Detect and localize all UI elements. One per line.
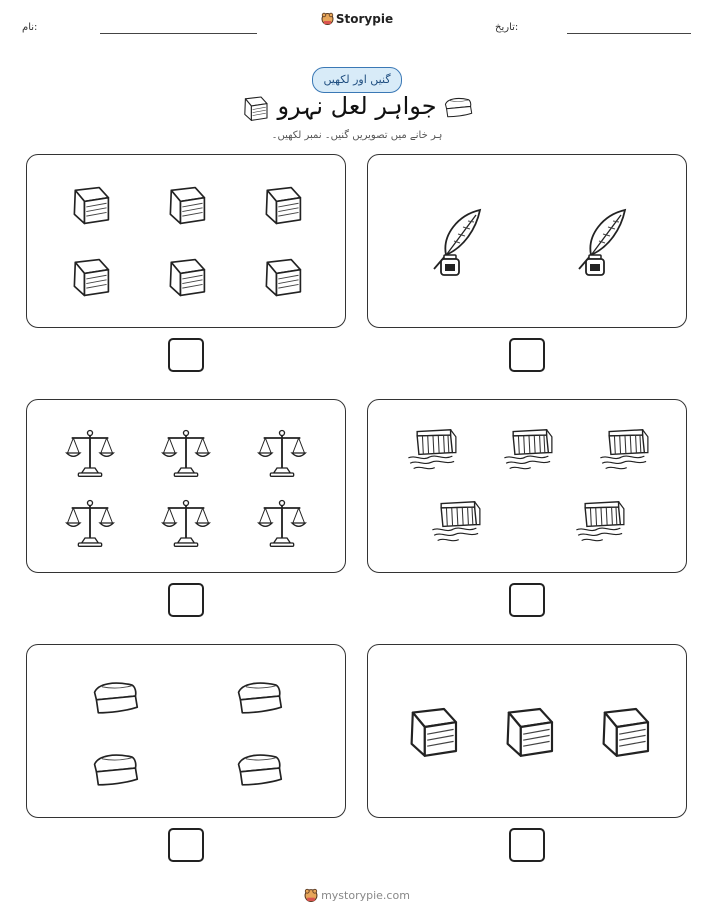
count-panel bbox=[367, 399, 687, 573]
scales-icon bbox=[257, 498, 307, 548]
book-icon bbox=[67, 184, 113, 228]
book-icon bbox=[259, 184, 305, 228]
footer-url[interactable]: mystorypie.com bbox=[321, 889, 410, 902]
answer-box[interactable] bbox=[168, 828, 204, 862]
date-field[interactable] bbox=[567, 33, 691, 34]
book-icon bbox=[402, 705, 462, 761]
book-icon bbox=[67, 256, 113, 300]
answer-box[interactable] bbox=[509, 338, 545, 372]
cap-icon bbox=[89, 677, 141, 717]
scales-icon bbox=[161, 498, 211, 548]
instruction-text: ہر خانے میں تصویریں گنیں۔ نمبر لکھیں۔ bbox=[271, 130, 443, 141]
name-field[interactable] bbox=[100, 33, 257, 34]
scales-icon bbox=[65, 498, 115, 548]
scales-icon bbox=[257, 428, 307, 478]
name-label: نام: bbox=[22, 22, 38, 33]
book-icon bbox=[594, 705, 654, 761]
answer-box[interactable] bbox=[168, 338, 204, 372]
dam-icon bbox=[406, 428, 460, 472]
book-icon bbox=[163, 256, 209, 300]
storypie-logo-icon bbox=[304, 888, 318, 902]
answer-box[interactable] bbox=[509, 583, 545, 617]
cap-icon bbox=[89, 749, 141, 789]
answer-box[interactable] bbox=[168, 583, 204, 617]
dam-icon bbox=[598, 428, 652, 472]
book-icon bbox=[498, 705, 558, 761]
date-label: تاریخ: bbox=[495, 22, 519, 33]
cap-icon bbox=[233, 677, 285, 717]
activity-badge: گنیں اور لکھیں bbox=[312, 67, 402, 93]
count-panel bbox=[367, 644, 687, 818]
storypie-logo-icon bbox=[321, 12, 334, 25]
count-panel bbox=[26, 154, 346, 328]
cap-icon bbox=[233, 749, 285, 789]
quill-inkpot-icon bbox=[424, 207, 484, 277]
answer-box[interactable] bbox=[509, 828, 545, 862]
dam-icon bbox=[502, 428, 556, 472]
count-panel bbox=[367, 154, 687, 328]
book-icon bbox=[163, 184, 209, 228]
brand-name: Storypie bbox=[335, 12, 394, 26]
book-icon bbox=[259, 256, 305, 300]
dam-icon bbox=[430, 500, 484, 544]
count-panel bbox=[26, 399, 346, 573]
brand-header bbox=[0, 12, 714, 26]
page-title: جواہر لعل نہرو bbox=[277, 92, 437, 120]
count-panel bbox=[26, 644, 346, 818]
cap-icon bbox=[442, 95, 474, 119]
footer bbox=[0, 888, 714, 902]
dam-icon bbox=[574, 500, 628, 544]
scales-icon bbox=[65, 428, 115, 478]
scales-icon bbox=[161, 428, 211, 478]
quill-inkpot-icon bbox=[569, 207, 629, 277]
